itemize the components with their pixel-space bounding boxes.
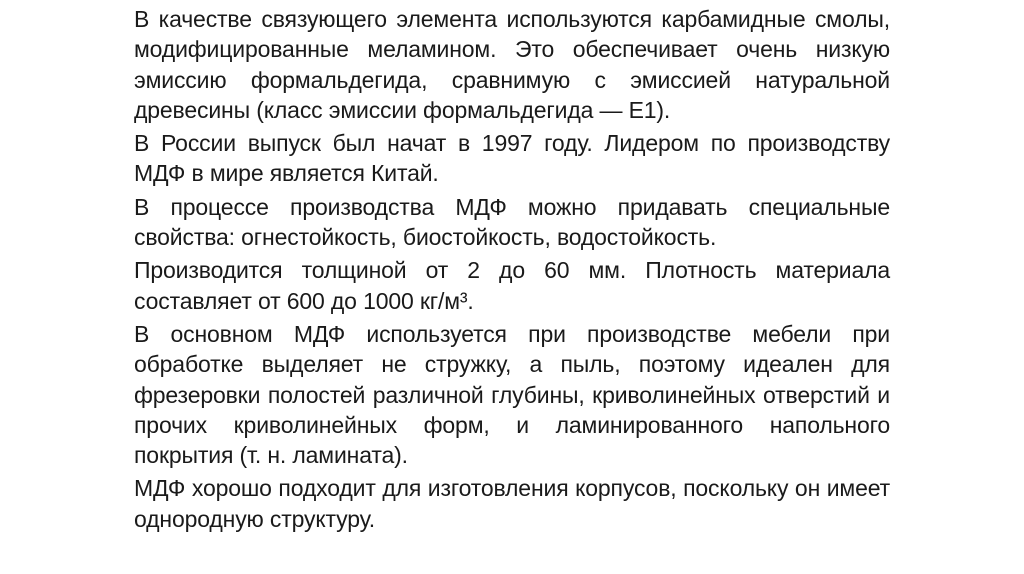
paragraph-thickness-density: Производится толщиной от 2 до 60 мм. Плотность материала составляет от 600 до 1000 кг/м³.	[134, 257, 890, 314]
paragraph-binder: В качестве связующего элемента используются карбамидные смолы, модифицированные меламином. Это обеспечивает очень низкую эмиссию формальдегида, сравнимую с эмиссией натуральной древесины (класс эмиссии формальдегида — Е1).	[134, 6, 890, 123]
slide-text-body	[134, 4, 890, 537]
paragraph-furniture-use: В основном МДФ используется при производстве мебели при обработке выделяет не стружку, а пыль, поэтому идеален для фрезеровки полостей различной глубины, криволинейных отверстий и прочих криволинейных форм, и ламинированного напольного покрытия (т. н. ламината).	[134, 320, 890, 469]
paragraph-special-properties: В процессе производства МДФ можно придавать специальные свойства: огнестойкость, биостойкость, водостойкость.	[134, 193, 890, 251]
paragraph-russia-production: В России выпуск был начат в 1997 году. Лидером по производству МДФ в мире является Китай.	[134, 130, 890, 187]
paragraph-cases: МДФ хорошо подходит для изготовления корпусов, поскольку он имеет однородную структуру.	[134, 475, 890, 532]
